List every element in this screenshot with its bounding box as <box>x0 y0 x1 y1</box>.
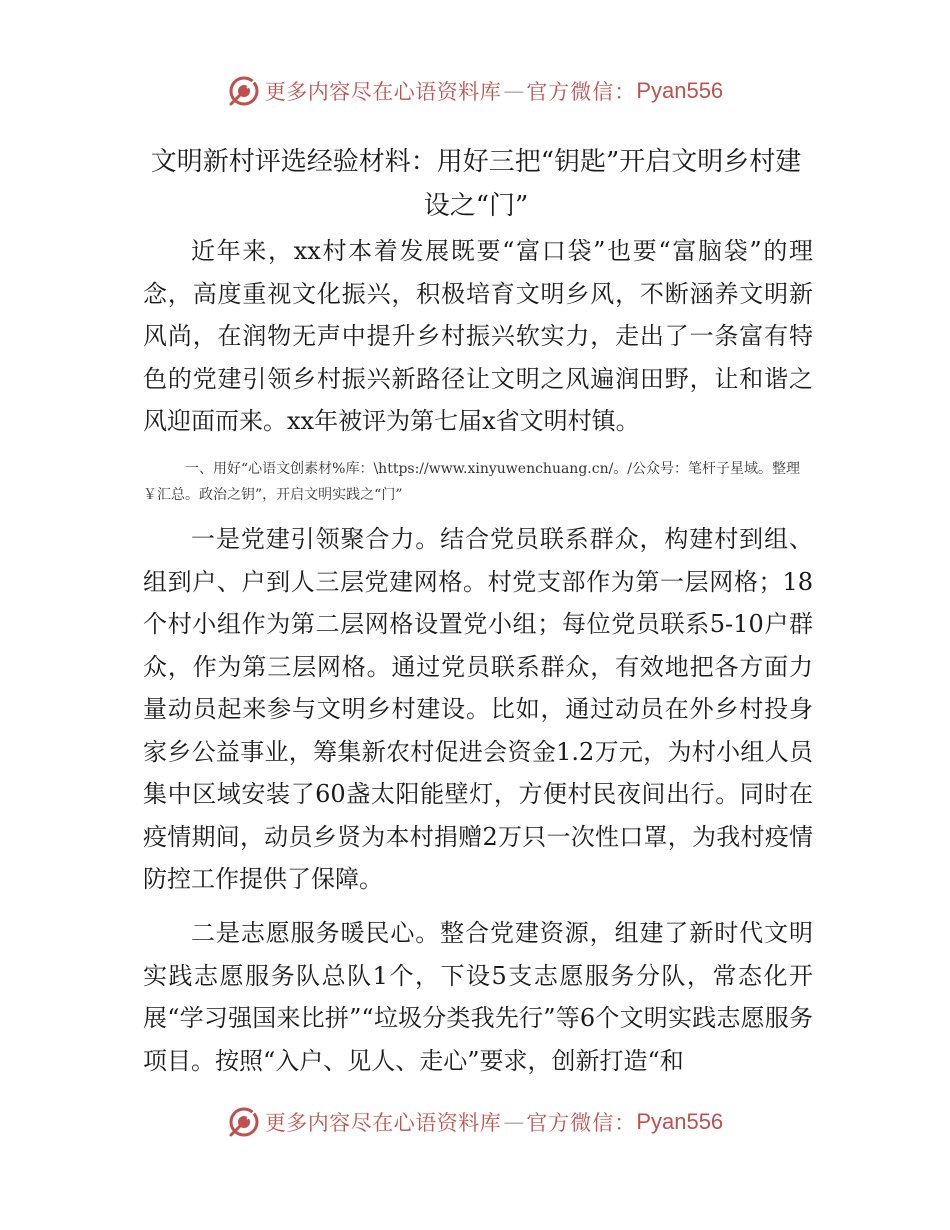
banner-text: 更多内容尽在心语资料库 <box>264 80 502 104</box>
banner-dash: — <box>503 79 525 103</box>
pen-logo-icon <box>227 1105 261 1139</box>
section-heading: 一、用好“心语文创素材%库：\https://www.xinyuwenchuang.cn/。/公众号：笔杆子星域。整理￥汇总。政治之钥”，开启文明实践之“门” <box>143 461 801 503</box>
banner-wechat-label: 官方微信： <box>526 80 637 104</box>
banner-text: 更多内容尽在心语资料库 <box>264 1111 502 1135</box>
paragraph-volunteer-service: 二是志愿服务暖民心。整合党建资源，组建了新时代文明实践志愿服务队总队1个，下设5支志愿服务分队，常态化开展“学习强国来比拼”“垃圾分类我先行”等6个文明实践志愿服务项目。按照“入户、见人、走心”要求，创新打造“和 <box>143 919 813 1075</box>
header-banner <box>0 71 950 111</box>
paragraph-party-building: 一是党建引领聚合力。结合党员联系群众，构建村到组、组到户、户到人三层党建网格。村党支部作为第一层网格；18个村小组作为第二层网格设置党小组；每位党员联系5-10户群众，作为第三层网格。通过党员联系群众，有效地把各方面力量动员起来参与文明乡村建设。比如，通过动员在外乡村投身家乡公益事业，筹集新农村促进会资金1.2万元，为村小组人员集中区域安装了60盏太阳能壁灯，方便村民夜间出行。同时在疫情期间，动员乡贤为本村捐赠2万只一次性口罩，为我村疫情防控工作提供了保障。 <box>143 525 813 893</box>
banner-wechat-id: Pyan556 <box>636 78 724 103</box>
paragraph-intro: 近年来，xx村本着发展既要“富口袋”也要“富脑袋”的理念，高度重视文化振兴，积极培育文明乡风，不断涵养文明新风尚，在润物无声中提升乡村振兴软实力，走出了一条富有特色的党建引领乡村振兴新路径让文明之风遍润田野，让和谐之风迎面而来。xx年被评为第七届x省文明村镇。 <box>143 237 813 435</box>
footer-banner <box>0 1102 950 1142</box>
pen-logo-icon <box>227 74 261 108</box>
banner-wechat-label: 官方微信： <box>526 1111 637 1135</box>
document-title: 文明新村评选经验材料：用好三把“钥匙”开启文明乡村建设之“门” <box>150 147 802 221</box>
banner-wechat-id: Pyan556 <box>636 1109 724 1134</box>
banner-dash: — <box>503 1110 525 1134</box>
